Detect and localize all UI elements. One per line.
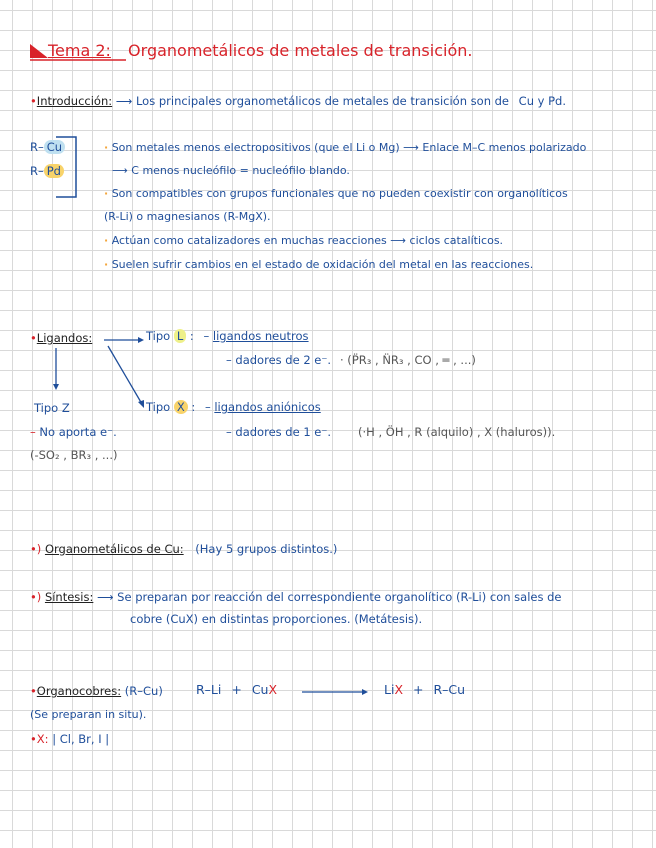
tipo-L-examples: · (P̈R₃ , N̈R₃ , CO , ═ , ...) [340,353,476,367]
bullet-1b-text: ⟶ C menos nucleófilo = nucleófilo blando. [112,164,350,177]
intro-pd: Pd [548,94,563,108]
product-li: Li [384,682,395,697]
organocu-note: (Hay 5 grupos distintos.) [195,542,338,556]
tipo-L-examples-text: P̈R₃ , N̈R₃ , CO , ═ , ...) [351,353,476,367]
ligandos-label: •Ligandos: [30,331,93,345]
tipo-L: Tipo L : – ligandos neutros [146,329,309,343]
bullet-1: · Son metales menos electropositivos (que el Li o Mg) ⟶ Enlace M–C menos polarizado [104,141,587,154]
bullet-1-text: Son metales menos electropositivos (que el Li o Mg) ⟶ Enlace M–C menos polarizado [111,141,587,154]
tipo-L-word: Tipo [146,329,171,343]
bullet-4: · Suelen sufrir cambios en el estado de oxidación del metal en las reacciones. [104,258,534,271]
x-label: X: [36,732,49,746]
title-triangle-icon [30,44,48,58]
organocobres-formula: (R–Cu) [124,684,163,698]
tipo-Z-desc1-text: No aporta e⁻. [39,425,117,439]
tipo-L-desc1: ligandos neutros [212,329,309,343]
r-pd [30,164,64,178]
plus-2: + [413,682,424,697]
bullet-4-text: Suelen sufrir cambios en el estado de oxidación del metal en las reacciones. [111,258,534,271]
intro-cu: Cu [518,94,534,108]
r-pd-metal: Pd [44,164,64,178]
r-pd-r: R– [30,164,44,178]
tipo-Z-label: Tipo Z [34,401,70,415]
sintesis-line2 [130,612,422,626]
intro-line: •Introducción: ⟶ Los principales organometálicos de metales de transición son de Cu y Pd. [30,94,567,108]
tipo-L-line2: – dadores de 2 e⁻. [226,353,332,367]
reactant-cu: Cu [251,682,269,697]
r-cu-metal: Cu [44,140,65,154]
sintesis-text2: cobre (CuX) en distintas proporciones. (Metátesis). [130,612,423,626]
bullet-2-text: Son compatibles con grupos funcionales que no pueden coexistir con organolíticos [111,187,568,200]
tipo-X-letter: X [174,400,188,414]
tipo-Z [34,401,70,415]
organocu-line: •) Organometálicos de Cu: (Hay 5 grupos distintos.) [30,542,338,556]
tipo-X: Tipo X : – ligandos aniónicos [146,400,321,414]
bullet-2: · Son compatibles con grupos funcionales que no pueden coexistir con organolíticos [104,187,568,200]
r-cu [30,140,65,154]
tipo-X-examples: (·H , ÖH , R (alquilo) , X (haluros)). [358,425,556,439]
r-cu-r: R– [30,140,44,154]
sintesis-text: Se preparan por reacción del correspondiente organolítico (R-Li) con sales de [117,590,562,604]
intro-label: Introducción: [36,94,113,108]
intro-y: y [537,94,545,108]
tipo-Z-desc2 [30,448,117,462]
page-title [48,41,473,60]
x-values: Cl, Br, I [59,732,102,746]
sintesis-line: •) Síntesis: ⟶ Se preparan por reacción del correspondiente organolítico (R-Li) con sales de [30,590,562,604]
title-text: Organometálicos de metales de transición. [128,41,473,60]
intro-arrow-icon: ⟶ [115,94,133,108]
tipo-X-line2: – dadores de 1 e⁻. [226,425,332,439]
organocobres-label: Organocobres: [36,684,122,698]
title-prefix: Tema 2: [48,41,111,60]
x-values-line: •X: | Cl, Br, I | [30,732,110,746]
bullet-2b-text: (R-Li) o magnesianos (R-MgX). [104,210,271,223]
tipo-Z-desc2-text: (-SO₂ , BR₃ , ...) [30,448,118,462]
product-x: X [394,682,404,697]
reaction-lhs [196,683,277,697]
organocobres-note [30,708,146,722]
reaction-rhs [384,683,465,697]
sintesis-label: Síntesis: [44,590,94,604]
tipo-X-examples-text: ·H , ÖH , R (alquilo) , X (haluros)). [362,425,556,439]
tipo-X-word: Tipo [146,400,171,414]
bullet-2b [104,210,271,224]
tipo-X-desc1: ligandos aniónicos [214,400,321,414]
plus-1: + [231,682,242,697]
tipo-Z-desc1: – No aporta e⁻. [30,425,117,439]
ligandos-label-text: Ligandos: [36,331,93,345]
reactant-rli: R–Li [196,682,222,697]
organocobres-note-text: (Se preparan in situ). [30,708,147,721]
bullet-1b [112,164,350,178]
tipo-L-letter: L [174,329,186,343]
tipo-L-desc2: dadores de 2 e⁻. [235,353,332,367]
bullet-3: · Actúan como catalizadores en muchas reacciones ⟶ ciclos catalíticos. [104,234,504,247]
arrow-to-tipoX-icon [108,346,142,404]
reactant-x: X [268,682,278,697]
intro-end: . [562,94,567,108]
organocobres-line: •Organocobres: (R–Cu) [30,684,163,698]
intro-text: Los principales organometálicos de metales de transición son de [135,94,510,108]
bullet-3-text: Actúan como catalizadores en muchas reacciones ⟶ ciclos catalíticos. [111,234,504,247]
organocu-label: Organometálicos de Cu: [44,542,184,556]
tipo-X-desc2: dadores de 1 e⁻. [235,425,332,439]
product-rcu: R–Cu [433,682,466,697]
